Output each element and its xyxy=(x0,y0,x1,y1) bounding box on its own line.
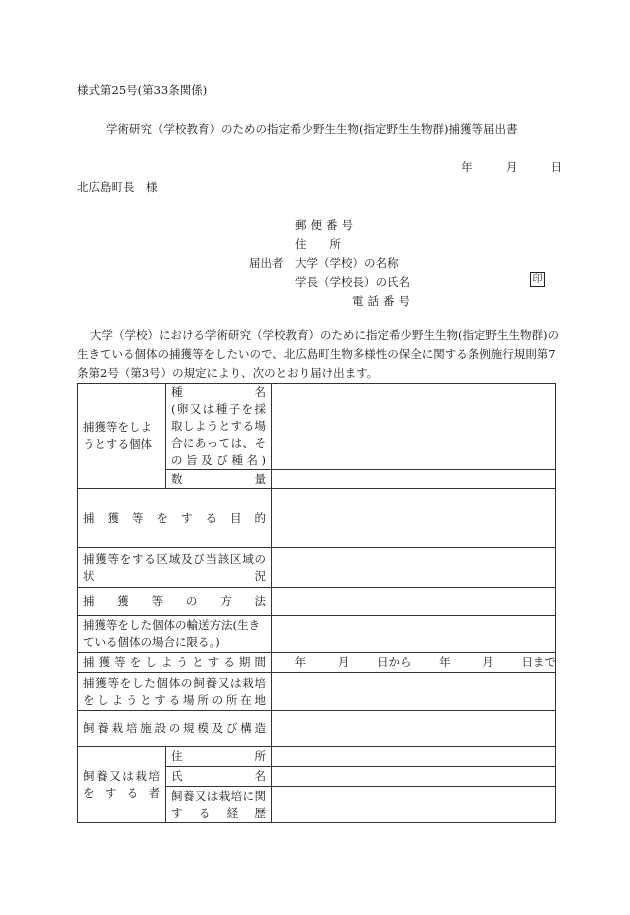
addressee: 北広島町長 様 xyxy=(77,180,158,194)
purpose-value-cell[interactable] xyxy=(272,489,556,548)
keeper-name-value-cell[interactable] xyxy=(272,767,556,787)
keeper-label-cell: 飼養又は栽培をする者 xyxy=(78,747,166,823)
area-value-cell[interactable] xyxy=(272,548,556,588)
period-label-cell: 捕獲等をしようとする期間 xyxy=(78,653,272,673)
purpose-label-cell: 捕獲等をする目的 xyxy=(78,489,272,548)
date-line xyxy=(461,159,562,175)
keeper-address-value-cell[interactable] xyxy=(272,747,556,767)
notification-table xyxy=(77,383,556,823)
date-month-label: 月 xyxy=(505,160,518,174)
transport-value-cell[interactable] xyxy=(272,616,556,653)
body-text: 大学（学校）における学術研究（学校教育）のために指定希少野生生物(指定野生生物群)の生きている個体の捕獲等をしたいので、北広島町生物多様性の保全に関する条例施行規則第7条第2号（第3号）の規定により、次のとおり届け出ます。 xyxy=(77,328,559,380)
keeper-history-value-cell[interactable] xyxy=(272,787,556,823)
head-name-label: 学長（学校長）の氏名 xyxy=(295,275,410,289)
keeper-name-label-cell: 氏 名 xyxy=(166,767,272,787)
keeper-history-label-cell: 飼養又は栽培に関する経歴 xyxy=(166,787,272,823)
rearing-location-label-cell: 捕獲等をした個体の飼養又は栽培をしようとする場所の所在地 xyxy=(78,673,272,711)
notifier-prefix: 届出者 xyxy=(249,256,284,270)
quantity-value-cell[interactable] xyxy=(272,470,556,489)
keeper-address-label-cell: 住 所 xyxy=(166,747,272,767)
seal-mark: 印 xyxy=(530,272,545,287)
area-label-cell: 捕獲等をする区域及び当該区域の状況 xyxy=(78,548,272,588)
facility-value-cell[interactable] xyxy=(272,711,556,747)
species-value-cell[interactable] xyxy=(272,384,556,470)
facility-label-cell: 飼養栽培施設の規模及び構造 xyxy=(78,711,272,747)
phone-label: 電話番号 xyxy=(352,294,414,308)
date-year-label: 年 xyxy=(461,160,473,174)
rearing-location-value-cell[interactable] xyxy=(272,673,556,711)
period-value-cell[interactable]: 年 月 日から 年 月 日まで xyxy=(272,653,556,673)
method-label-cell: 捕獲等の方法 xyxy=(78,588,272,616)
address-label: 住 所 xyxy=(295,237,341,251)
transport-label-cell: 捕獲等をした個体の輸送方法(生きている個体の場合に限る。) xyxy=(78,616,272,653)
method-value-cell[interactable] xyxy=(272,588,556,616)
target-label-cell: 捕獲等をしようとする個体 xyxy=(78,384,166,489)
date-day-label: 日 xyxy=(550,160,563,174)
postal-code-label: 郵便番号 xyxy=(295,218,357,232)
quantity-label-cell: 数 量 xyxy=(166,470,272,489)
institution-label: 大学（学校）の名称 xyxy=(295,256,399,270)
form-number: 様式第25号(第33条関係) xyxy=(77,83,208,97)
species-label-cell: 種 名 (卵又は種子を採取しようとする場合にあっては、その旨及び種名) xyxy=(166,384,272,470)
document-title: 学術研究（学校教育）のための指定希少野生生物(指定野生生物群)捕獲等届出書 xyxy=(106,122,518,136)
